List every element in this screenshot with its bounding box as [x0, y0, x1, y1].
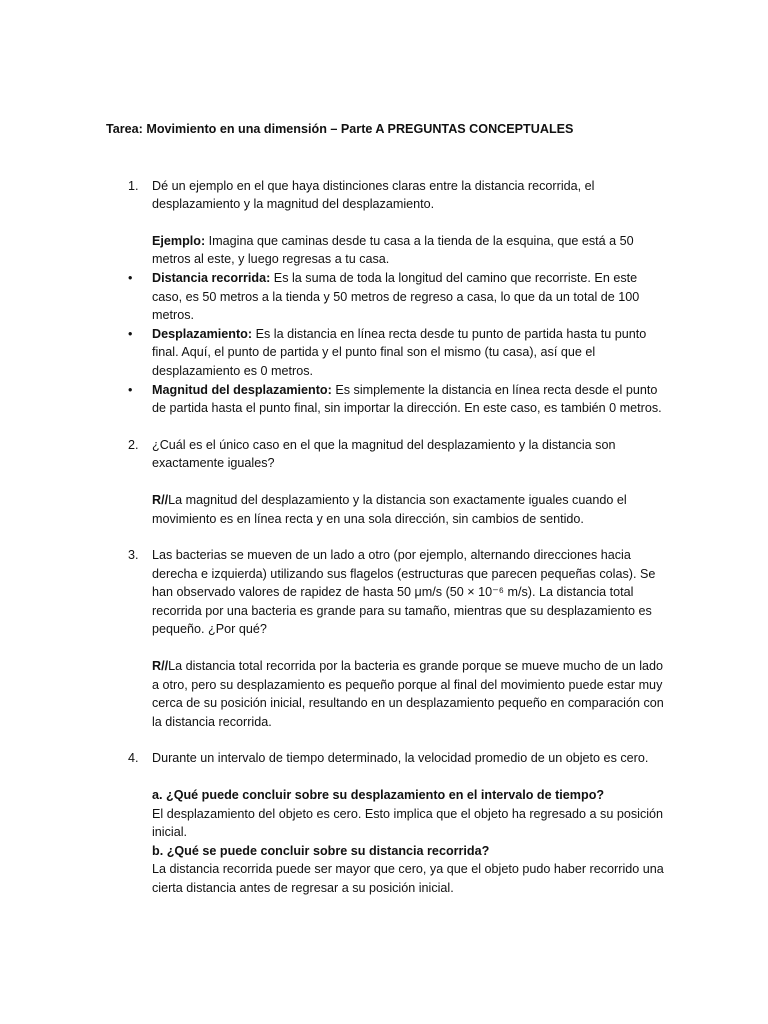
- bullet-label: Desplazamiento:: [152, 326, 253, 341]
- question-number: 3.: [128, 548, 139, 563]
- bullet-text: Es la distancia en línea recta desde tu punto de partida hasta tu punto final. Aquí, el punto de partida y el punto final son el mismo (tu casa), así que el desplazamiento es 0 metros.: [152, 326, 647, 378]
- document-title: Tarea: Movimiento en una dimensión – Parte A PREGUNTAS CONCEPTUALES: [106, 122, 574, 136]
- question-text: Durante un intervalo de tiempo determinado, la velocidad promedio de un objeto es cero.: [152, 751, 649, 766]
- bullet-icon: •: [128, 326, 133, 341]
- bullet-label: Distancia recorrida:: [152, 270, 271, 285]
- example-label: Ejemplo:: [152, 233, 206, 248]
- answer-paragraph: [152, 657, 666, 731]
- answer-label: R//: [152, 492, 169, 507]
- bullet-text: Es la suma de toda la longitud del camino que recorriste. En este caso, es 50 metros a la tienda y 50 metros de regreso a casa, lo que da un total de 100 metros.: [152, 270, 640, 323]
- sub-question-a: a. ¿Qué puede concluir sobre su desplazamiento en el intervalo de tiempo?: [152, 788, 605, 803]
- question-number: 1.: [128, 178, 139, 193]
- question-text: ¿Cuál es el único caso en el que la magnitud del desplazamiento y la distancia son exactamente iguales?: [152, 437, 616, 471]
- example-text: Imagina que caminas desde tu casa a la tienda de la esquina, que está a 50 metros al este, y luego regresas a tu casa.: [152, 233, 634, 267]
- bullet-magnitude: [128, 381, 666, 418]
- bullet-distance: [128, 269, 666, 325]
- bullet-icon: •: [128, 382, 133, 397]
- document-content: [106, 120, 666, 898]
- bullet-label: Magnitud del desplazamiento:: [152, 382, 332, 397]
- question-list: [106, 177, 666, 898]
- question-1: [106, 177, 666, 418]
- question-3: [106, 546, 666, 731]
- question-2: [106, 436, 666, 528]
- example-paragraph: [152, 232, 666, 269]
- question-4: [106, 749, 666, 897]
- bullet-icon: •: [128, 270, 133, 285]
- sub-answer-b: La distancia recorrida puede ser mayor que cero, ya que el objeto pudo haber recorrido una cierta distancia antes de regresar a su posición inicial.: [152, 862, 664, 895]
- question-number: 4.: [128, 751, 139, 766]
- answer-label: R//: [152, 659, 169, 674]
- bullet-text: Es simplemente la distancia en línea recta desde el punto de partida hasta el punto final, sin importar la dirección. En este caso, es también 0 metros.: [152, 382, 662, 416]
- bullet-list: [128, 269, 666, 418]
- bullet-displacement: [128, 325, 666, 381]
- sub-question-b: b. ¿Qué se puede concluir sobre su distancia recorrida?: [152, 843, 490, 858]
- question-number: 2.: [128, 437, 139, 452]
- question-text: Las bacterias se mueven de un lado a otro (por ejemplo, alternando direcciones hacia derecha e izquierda) utilizando sus flagelos (estructuras que parecen pequeñas colas). Se han observado valores de rapidez de hasta 50 μm/s (50 × 10⁻⁶ m/s). La distancia total recorrida por una bacteria es grande para su tamaño, mientras que su desplazamiento es pequeño. ¿Por qué?: [152, 548, 656, 637]
- question-text: Dé un ejemplo en el que haya distinciones claras entre la distancia recorrida, el desplazamiento y la magnitud del desplazamiento.: [152, 178, 595, 212]
- answer-paragraph: [152, 491, 666, 528]
- sub-answer-a: El desplazamiento del objeto es cero. Esto implica que el objeto ha regresado a su posición inicial.: [152, 806, 664, 840]
- answer-text: La magnitud del desplazamiento y la distancia son exactamente iguales cuando el movimiento es en línea recta y en una sola dirección, sin cambios de sentido.: [152, 492, 627, 526]
- answer-text: La distancia total recorrida por la bacteria es grande porque se mueve mucho de un lado a otro, pero su desplazamiento es pequeño porque al final del movimiento puede estar muy cerca de su posición inicial, resultando en un desplazamiento pequeño en comparación con la distancia recorrida.: [152, 659, 664, 729]
